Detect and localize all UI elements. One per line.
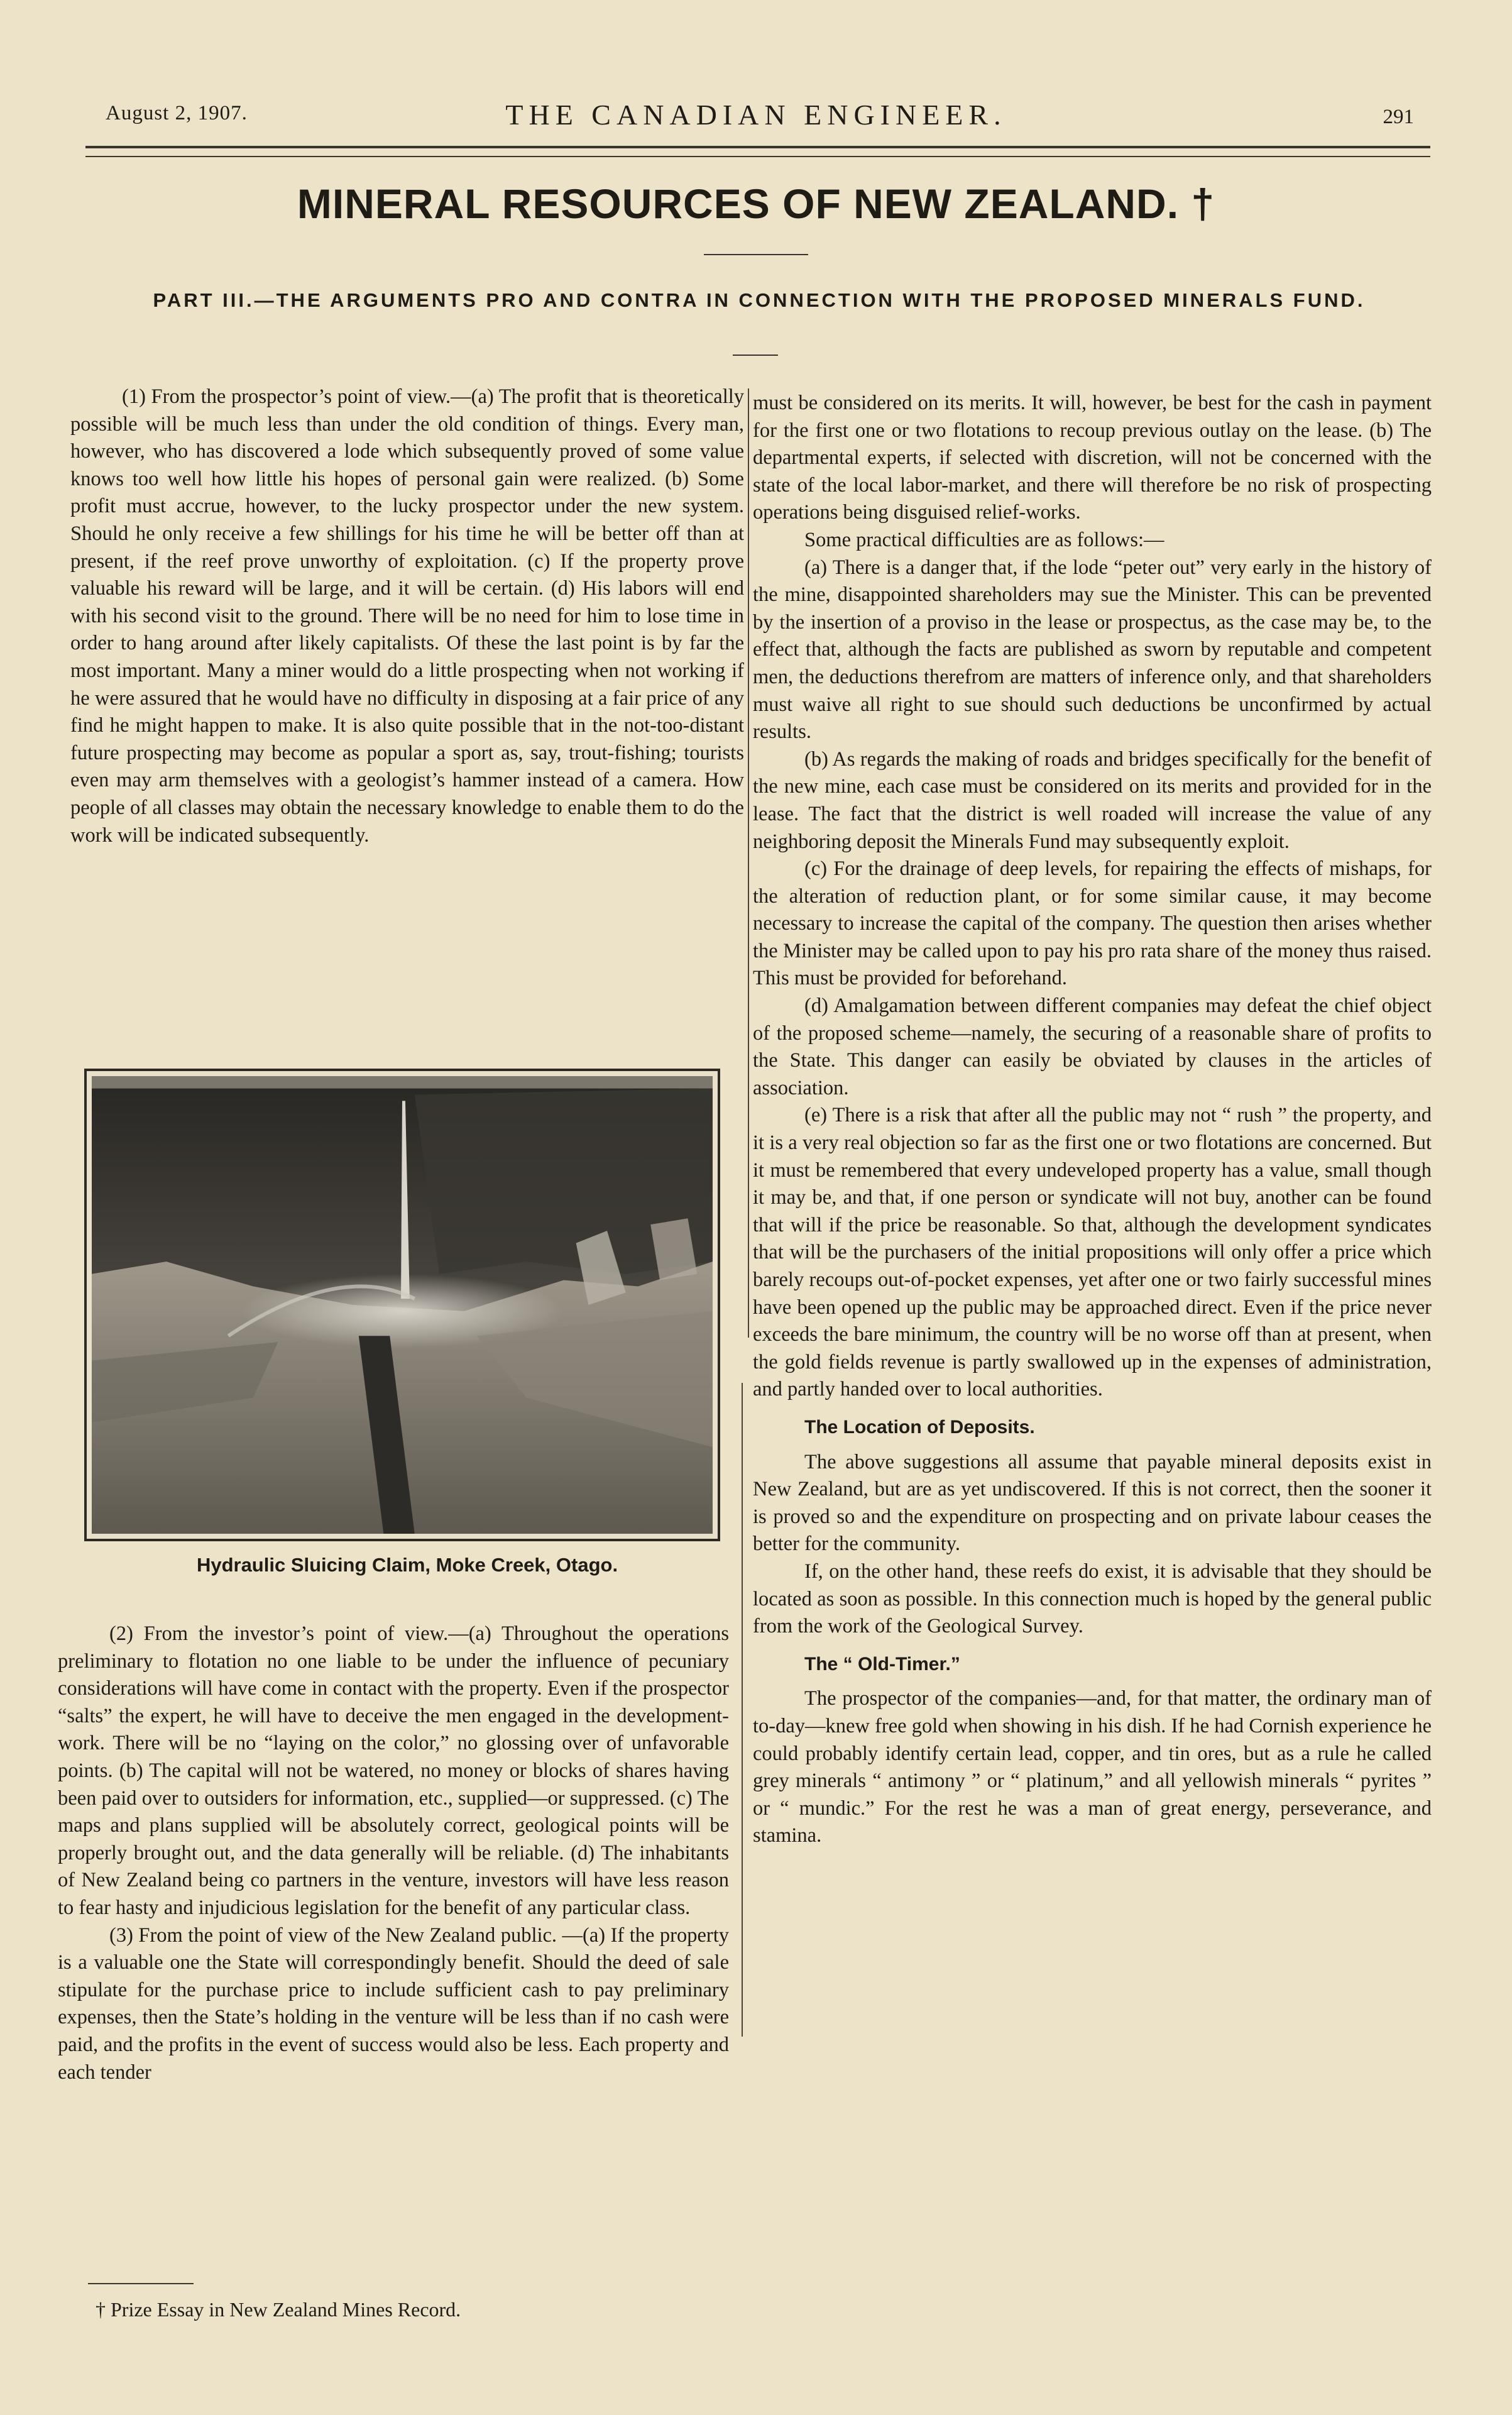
- paragraph-public-view: (3) From the point of view of the New Zealand public. —(a) If the property is a valuable one the State will correspondingly benefit. Should the deed of sale stipulate for the purchase price to include sufficient cash to pay preliminary expenses, then the State’s holding in the venture will be less than if no cash were paid, and the profits in the event of success would also be less. Each property and each tender: [58, 1923, 729, 2084]
- issue-date: August 2, 1907.: [106, 102, 248, 124]
- sluicing-claim-photo: [92, 1076, 713, 1534]
- paragraph-location-1: The above suggestions all assume that payable mineral deposits exist in New Zealand, but are as yet undiscovered. If this is not correct, then the sooner it is proved so and the expenditure on prospecting and on private labour ceases the better for the community.: [753, 1450, 1432, 1556]
- left-column-bottom: [58, 1620, 729, 2086]
- paragraph-location-2: If, on the other hand, these reefs do exist, it is advisable that they should be located as soon as possible. In this connection much is hoped by the general public from the work of the Geological Survey.: [753, 1560, 1432, 1638]
- article-subtitle: PART III.—THE ARGUMENTS PRO AND CONTRA IN CONNECTION WITH THE PROPOSED MINERALS FUND.: [153, 289, 1366, 311]
- paragraph-difficulty-d: (d) Amalgamation between different companies may defeat the chief object of the proposed scheme—namely, the securing of a reasonable share of profits to the State. This danger can easily be obviated by clauses in the articles of association.: [753, 994, 1432, 1099]
- column-rule-lower: [742, 1383, 743, 2037]
- figure-caption: Hydraulic Sluicing Claim, Moke Creek, Otago.: [196, 1554, 618, 1576]
- paragraph-practical-difficulties: Some practical difficulties are as follows:—: [804, 528, 1164, 551]
- paragraph-difficulty-b: (b) As regards the making of roads and bridges specifically for the benefit of the new mine, each case must be considered on its merits and provided for in the lease. The fact that the district is well roaded will increase the value of any neighboring deposit the Minerals Fund may subsequently exploit.: [753, 747, 1432, 853]
- paragraph-difficulty-c: (c) For the drainage of deep levels, for repairing the effects of mishaps, for the alteration of reduction plant, or for some similar cause, it may become necessary to increase the capital of the company. The question then arises whether the Minister may be called upon to pay his pro rata share of the money thus raised. This must be provided for beforehand.: [753, 857, 1432, 990]
- title-divider: [704, 254, 808, 255]
- photo-figure: [84, 1069, 720, 1541]
- running-head: [88, 99, 1424, 140]
- footnote-divider: [88, 2283, 194, 2284]
- right-column: [753, 390, 1432, 1850]
- footnote: † Prize Essay in New Zealand Mines Record.: [96, 2298, 461, 2321]
- header-rule: [85, 146, 1430, 157]
- subtitle-divider: [733, 355, 778, 356]
- column-rule: [748, 388, 749, 1338]
- paragraph-prospector-view: (1) From the prospector’s point of view.—(a) The profit that is theoretically possible will be much less than under the old condition of things. Every man, however, who has discovered a lode which subsequently proved of some value knows too well how little his hopes of personal gain were realized. (b) Some profit must accrue, however, to the lucky prospector under the new system. Should he only receive a few shillings for his time he will be better off than at present, if the reef prove unworthy of exploitation. (c) If the property prove valuable his reward will be large, and it will be certain. (d) His labors will end with his second visit to the ground. There will be no need for him to lose time in order to hang around after likely capitalists. Of these the last point is by far the most important. Many a miner would do a little prospecting when not working if he were assured that he would have no difficulty in disposing at a fair price of any find he might happen to make. It is also quite possible that in the not-too-distant future prospecting may become as popular a sport as, say, trout-fishing; tourists even may arm themselves with a geologist’s hammer instead of a camera. How people of all classes may obtain the necessary knowledge to enable them to do the work will be indicated subsequently.: [70, 385, 744, 847]
- section-heading-old-timer: The “ Old-Timer.”: [804, 1653, 960, 1675]
- journal-title: THE CANADIAN ENGINEER.: [505, 99, 1007, 131]
- paragraph-old-timer: The prospector of the companies—and, for that matter, the ordinary man of to-day—knew free gold when showing in his dish. If he had Cornish experience he could probably identify certain lead, copper, and tin ores, but as a rule he called grey minerals “ antimony ” or “ platinum,” and all yellowish minerals “ pyrites ” or “ mundic.” For the rest he was a man of great energy, perseverance, and stamina.: [753, 1687, 1432, 1847]
- article-title: MINERAL RESOURCES OF NEW ZEALAND. †: [297, 180, 1215, 227]
- paragraph-continued: must be considered on its merits. It will, however, be best for the cash in payment for the first one or two flotations to recoup previous outlay on the lease. (b) The departmental experts, if selected with discretion, will not be concerned with the state of the local labor-market, and there will therefore be no risk of prospecting operations being disguised relief-works.: [753, 392, 1432, 524]
- section-heading-location: The Location of Deposits.: [804, 1416, 1035, 1438]
- page-number: 291: [1383, 106, 1414, 128]
- paragraph-difficulty-e: (e) There is a risk that after all the public may not “ rush ” the property, and it is a very real objection so far as the first one or two flotations are concerned. But it must be remembered that every undeveloped property has a value, small though it may be, and that, if one person or syndicate will not buy, another can be found that will if the price be reasonable. So that, although the development syndicates that will be the purchasers of the initial propositions will only offer a price which barely recoups out-of-pocket expenses, yet after one or two fairly successful mines have been opened up the public may be approached direct. Even if the price never exceeds the bare minimum, the country will be no worse off than at present, when the gold fields revenue is partly swallowed up in the expenses of administration, and partly handed over to local authorities.: [753, 1104, 1432, 1401]
- paragraph-difficulty-a: (a) There is a danger that, if the lode “peter out” very early in the history of the mine, disappointed shareholders may sue the Minister. This can be prevented by the insertion of a proviso in the lease or prospectus, as the case may be, to the effect that, although the facts are published as sworn by reputable and competent men, the deductions therefrom are matters of inference only, and that shareholders must waive all right to sue should such deductions be unconfirmed by actual results.: [753, 556, 1432, 744]
- left-column-top: [70, 383, 744, 849]
- paragraph-investor-view: (2) From the investor’s point of view.—(a) Throughout the operations preliminary to flotation no one liable to be under the influence of pecuniary considerations will have come in contact with the property. Even if the prospector “salts” the expert, he will have to deceive the men engaged in the development-work. There will be no “laying on the color,” no glossing over of unfavorable points. (b) The capital will not be watered, no money or blocks of shares having been paid over to outsiders for information, etc., supplied—or suppressed. (c) The maps and plans supplied will be absolutely correct, geological points will be properly brought out, and the data generally will be reliable. (d) The inhabitants of New Zealand being co partners in the venture, investors will have less reason to fear hasty and injudicious legislation for the benefit of any particular class.: [58, 1622, 729, 1919]
